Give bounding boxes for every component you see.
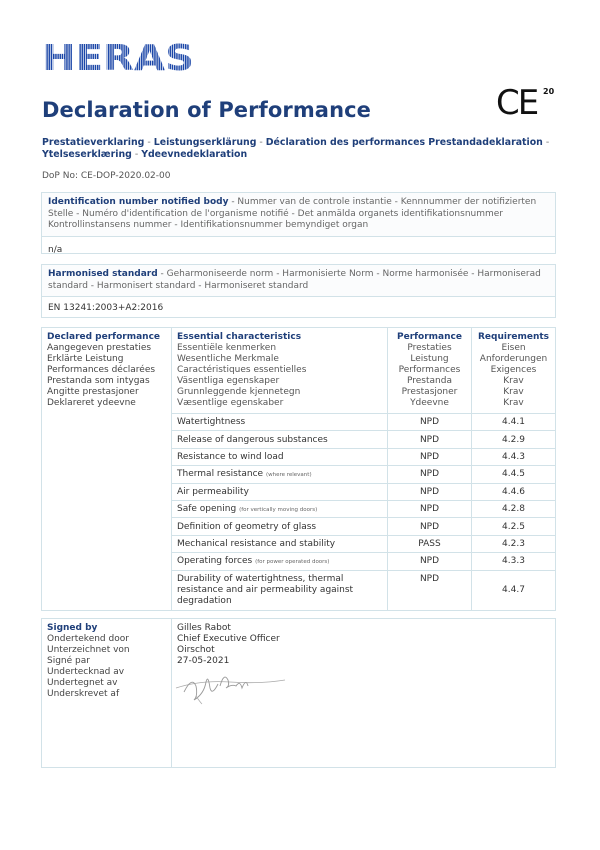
requirement-cell: 4.2.5	[472, 518, 556, 535]
signed-by-label: Signed by Ondertekend door Unterzeichnet von Signé par Undertecknad av Undertegnet av Underskrevet af	[42, 619, 172, 768]
notified-body-value: n/a	[48, 244, 63, 255]
requirement-cell: 4.4.7	[472, 570, 556, 610]
performance-cell: NPD	[388, 466, 472, 483]
column-header-performance: Performance Prestaties Leistung Performances Prestanda Prestasjoner Ydeevne	[388, 328, 472, 414]
performance-cell: NPD	[388, 448, 472, 465]
requirement-cell: 4.4.3	[472, 448, 556, 465]
requirement-cell: 4.4.6	[472, 483, 556, 500]
signer-position: Chief Executive Officer	[177, 634, 280, 644]
performance-cell: NPD	[388, 431, 472, 448]
page-title: Declaration of Performance	[42, 98, 372, 122]
performance-table	[41, 327, 556, 611]
signer-place: Oirschot	[177, 645, 215, 655]
requirement-cell: 4.3.3	[472, 553, 556, 570]
signature-date: 27-05-2021	[177, 656, 230, 666]
characteristic-cell: Mechanical resistance and stability	[172, 535, 388, 552]
performance-cell: NPD	[388, 483, 472, 500]
harmonised-standard-section	[41, 264, 556, 318]
performance-cell: NPD	[388, 518, 472, 535]
requirement-cell: 4.4.5	[472, 466, 556, 483]
characteristic-cell: Definition of geometry of glass	[172, 518, 388, 535]
requirement-cell: 4.2.3	[472, 535, 556, 552]
performance-cell: NPD	[388, 570, 472, 610]
subtitle-translations: Prestatieverklaring - Leistungserklärung - Déclaration des performances Prestandadeklaration - Ytelseserklæring - Ydeevnedeklaration	[42, 137, 550, 160]
characteristic-cell: Release of dangerous substances	[172, 431, 388, 448]
ce-year: 20	[543, 87, 555, 96]
requirement-cell: 4.2.8	[472, 500, 556, 517]
requirement-cell: 4.2.9	[472, 431, 556, 448]
dop-number: DoP No: CE-DOP-2020.02-00	[42, 171, 171, 181]
harmonised-standard-value: EN 13241:2003+A2:2016	[48, 303, 164, 313]
declared-performance-cell: Declared performance Aangegeven prestaties Erklärte Leistung Performances déclarées Prestanda som intygas Angitte prestasjoner Deklareret ydeevne	[42, 328, 172, 611]
signature-table	[41, 618, 556, 768]
characteristic-cell: Resistance to wind load	[172, 448, 388, 465]
table-header-row	[42, 328, 556, 414]
requirement-cell: 4.4.1	[472, 414, 556, 431]
characteristic-cell: Safe opening (for vertically moving doors)	[172, 500, 388, 517]
performance-cell: NPD	[388, 500, 472, 517]
performance-cell: NPD	[388, 553, 472, 570]
heras-logo	[42, 42, 194, 72]
characteristic-cell: Watertightness	[172, 414, 388, 431]
characteristic-cell: Air permeability	[172, 483, 388, 500]
column-header-requirements: Requirements Eisen Anforderungen Exigences Krav Krav Krav	[472, 328, 556, 414]
notified-body-section	[41, 192, 556, 254]
column-header-characteristics: Essential characteristics Essentiële kenmerken Wesentliche Merkmale Caractéristiques essentielles Väsentliga egenskaper Grunnleggende kjennetegn Væsentlige egenskaber	[172, 328, 388, 414]
performance-cell: PASS	[388, 535, 472, 552]
signer-name: Gilles Rabot	[177, 623, 231, 633]
harmonised-standard-label: Harmonised standard - Geharmoniseerde norm - Harmonisierte Norm - Norme harmonisée - Harmoniserad standard - Harmonisert standard - Harmoniseret standard	[42, 265, 555, 297]
characteristic-cell: Operating forces (for power operated doors)	[172, 553, 388, 570]
characteristic-cell: Durability of watertightness, thermal resistance and air permeability against degradation	[172, 570, 388, 610]
svg-text:HERAS: HERAS	[42, 42, 194, 72]
performance-cell: NPD	[388, 414, 472, 431]
handwritten-signature	[170, 666, 290, 706]
characteristic-cell: Thermal resistance (where relevant)	[172, 466, 388, 483]
notified-body-label: Identification number notified body - Nummer van de controle instantie - Kennnummer der notifizierten Stelle - Numéro d'identification de l'organisme notifié - Det anmälda organets identifikationsnummer Kontrollinstansens nummer - Identifikationsnummer bemyndiget organ	[42, 193, 555, 237]
ce-mark: CE 20	[496, 83, 555, 123]
